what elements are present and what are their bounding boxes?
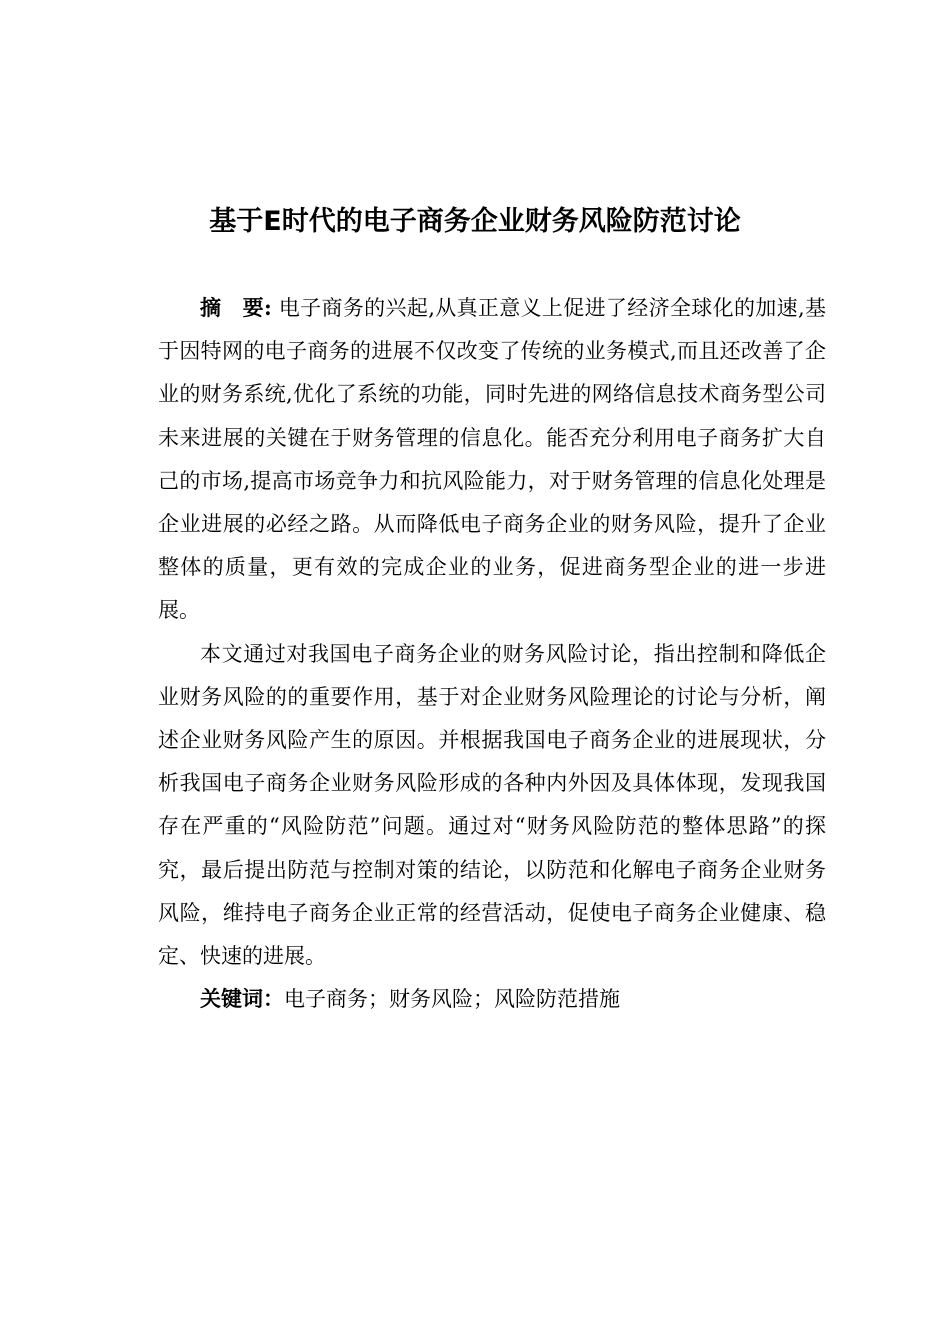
keywords-value: 电子商务；财务风险；风险防范措施 — [284, 987, 620, 1012]
abstract-label: 摘 要 — [200, 296, 265, 320]
keywords-label: 关键词： — [200, 987, 284, 1012]
keywords-line — [158, 978, 826, 1021]
abstract-section — [158, 286, 826, 1021]
abstract-paragraph-2: 本文通过对我国电子商务企业的财务风险讨论，指出控制和降低企业财务风险的的重要作用，基于对企业财务风险理论的讨论与分析，阐述企业财务风险产生的原因。并根据我国电子商务企业的进展现状，分析我国电子商务企业财务风险形成的各种内外因及具体体现，发现我国存在严重的“风险防范”问题。通过对“财务风险防范的整体思路”的探究，最后提出防范与控制对策的结论，以防范和化解电子商务企业财务风险，维持电子商务企业正常的经营活动，促使电子商务企业健康、稳定、快速的进展。 — [158, 641, 826, 969]
abstract-paragraph-1 — [158, 286, 826, 633]
abstract-label-separator: : — [264, 295, 272, 320]
abstract-text-1: 电子商务的兴起,从真正意义上促进了经济全球化的加速,基于因特网的电子商务的进展不仅改变了传统的业务模式,而且还改善了企业的财务系统,优化了系统的功能，同时先进的网络信息技术商务型公司未来进展的关键在于财务管理的信息化。能否充分利用电子商务扩大自己的市场,提高市场竞争力和抗风险能力，对于财务管理的信息化处理是企业进展的必经之路。从而降低电子商务企业的财务风险，提升了企业整体的质量，更有效的完成企业的业务，促进商务型企业的进一步进展。 — [158, 296, 826, 623]
paper-title: 基于E时代的电子商务企业财务风险防范讨论 — [209, 206, 741, 237]
